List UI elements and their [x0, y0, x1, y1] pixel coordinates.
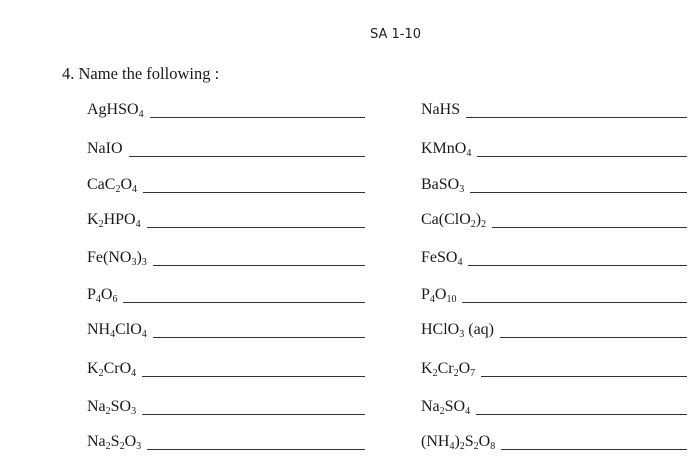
answer-blank-line[interactable] — [500, 337, 687, 338]
formula-subscript: 2 — [473, 441, 479, 452]
formula-subscript: 4 — [135, 219, 141, 230]
formula-text: S — [110, 433, 120, 450]
compound-formula — [421, 249, 462, 269]
formula-text: BaSO — [421, 176, 460, 193]
formula-text: ) — [454, 433, 460, 450]
answer-blank-line[interactable] — [481, 376, 687, 377]
answer-blank-line[interactable] — [153, 337, 365, 338]
formula-subscript: 2 — [119, 441, 125, 452]
compound-formula — [421, 398, 470, 418]
answer-blank-line[interactable] — [153, 265, 365, 266]
formula-text: O — [100, 286, 113, 303]
formula-text: KMnO — [421, 140, 467, 157]
compound-formula — [421, 286, 456, 306]
formula-subscript: 2 — [105, 406, 111, 417]
formula-subscript: 4 — [110, 329, 116, 340]
formula-text: NaHS — [421, 101, 461, 118]
formula-subscript: 4 — [457, 257, 463, 268]
compound-formula — [421, 211, 486, 231]
formula-subscript: 2 — [98, 219, 104, 230]
answer-blank-line[interactable] — [147, 449, 365, 450]
formula-subscript: 6 — [112, 294, 118, 305]
formula-subscript: 2 — [105, 441, 111, 452]
formula-text: NaIO — [87, 140, 123, 157]
compound-formula — [421, 360, 475, 380]
answer-blank-line[interactable] — [142, 376, 365, 377]
formula-text: Fe(NO — [87, 249, 132, 266]
compound-formula — [87, 321, 147, 341]
formula-subscript: 7 — [470, 368, 476, 379]
formula-text: Cr — [437, 360, 454, 377]
compound-formula — [421, 433, 495, 453]
compound-formula — [87, 360, 136, 380]
formula-text: SO — [110, 398, 132, 415]
formula-text: ) — [475, 211, 482, 228]
compound-formula — [87, 286, 117, 306]
answer-blank-line[interactable] — [147, 227, 365, 228]
answer-blank-line[interactable] — [123, 302, 365, 303]
formula-text: O — [120, 176, 133, 193]
formula-subscript: 2 — [432, 368, 438, 379]
formula-subscript: 4 — [132, 184, 138, 195]
compound-formula — [421, 176, 464, 196]
question-prompt: 4. Name the following : — [62, 64, 220, 83]
formula-text: Na — [87, 433, 106, 450]
formula-text: HClO — [421, 321, 460, 338]
answer-blank-line[interactable] — [466, 117, 687, 118]
formula-subscript: 4 — [95, 294, 101, 305]
answer-blank-line[interactable] — [501, 449, 687, 450]
answer-blank-line[interactable] — [143, 192, 365, 193]
compound-formula — [87, 433, 141, 453]
answer-blank-line[interactable] — [142, 414, 365, 415]
formula-text: O — [458, 360, 471, 377]
formula-subscript: 10 — [446, 294, 457, 305]
formula-subscript: 4 — [465, 406, 471, 417]
compound-formula — [87, 140, 123, 158]
formula-text: HPO — [103, 211, 136, 228]
formula-text: S — [464, 433, 474, 450]
sheet-code: SA 1-10 — [370, 27, 422, 42]
answer-blank-line[interactable] — [470, 192, 687, 193]
formula-text: K — [421, 360, 433, 377]
answer-blank-line[interactable] — [476, 414, 687, 415]
formula-subscript: 3 — [459, 329, 465, 340]
formula-text: Na — [421, 398, 440, 415]
formula-text: O — [434, 286, 447, 303]
formula-text: CaC — [87, 176, 116, 193]
formula-text: P — [421, 286, 430, 303]
compound-formula — [421, 140, 471, 160]
formula-text: NH — [87, 321, 111, 338]
formula-subscript: 4 — [429, 294, 435, 305]
formula-subscript: 4 — [466, 148, 472, 159]
formula-subscript: 2 — [470, 219, 476, 230]
compound-formula — [421, 101, 460, 119]
formula-text: CrO — [103, 360, 132, 377]
formula-subscript: 4 — [141, 329, 147, 340]
answer-blank-line[interactable] — [468, 265, 687, 266]
formula-subscript: 2 — [98, 368, 104, 379]
formula-subscript: 3 — [141, 257, 147, 268]
formula-text: K — [87, 211, 99, 228]
formula-subscript: 3 — [459, 184, 465, 195]
answer-blank-line[interactable] — [150, 117, 365, 118]
formula-subscript: 3 — [131, 257, 137, 268]
formula-text: P — [87, 286, 96, 303]
compound-formula — [87, 249, 147, 269]
answer-blank-line[interactable] — [462, 302, 687, 303]
formula-subscript: 3 — [131, 406, 137, 417]
formula-text: FeSO — [421, 249, 458, 266]
formula-text: (aq) — [464, 321, 494, 338]
formula-subscript: 8 — [490, 441, 496, 452]
compound-formula — [87, 101, 144, 121]
formula-text: O — [478, 433, 491, 450]
answer-blank-line[interactable] — [129, 156, 365, 157]
formula-text: AgHSO — [87, 101, 139, 118]
formula-subscript: 4 — [449, 441, 455, 452]
formula-text: O — [124, 433, 137, 450]
formula-subscript: 2 — [459, 441, 465, 452]
formula-subscript: 4 — [131, 368, 137, 379]
formula-subscript: 2 — [115, 184, 121, 195]
answer-blank-line[interactable] — [492, 227, 687, 228]
compound-formula — [87, 398, 136, 418]
compound-formula — [421, 321, 494, 341]
formula-subscript: 2 — [439, 406, 445, 417]
formula-subscript: 3 — [136, 441, 142, 452]
formula-text: Na — [87, 398, 106, 415]
formula-subscript: 2 — [453, 368, 459, 379]
formula-text: ClO — [115, 321, 142, 338]
formula-text: K — [87, 360, 99, 377]
answer-blank-line[interactable] — [477, 156, 687, 157]
formula-text: ) — [136, 249, 142, 266]
formula-text: (NH — [421, 433, 450, 450]
formula-subscript: 2 — [481, 219, 487, 230]
compound-formula — [87, 176, 137, 196]
formula-subscript: 4 — [138, 109, 144, 120]
compound-formula — [87, 211, 141, 231]
formula-text: SO — [444, 398, 466, 415]
formula-text: Ca(ClO — [421, 211, 471, 228]
